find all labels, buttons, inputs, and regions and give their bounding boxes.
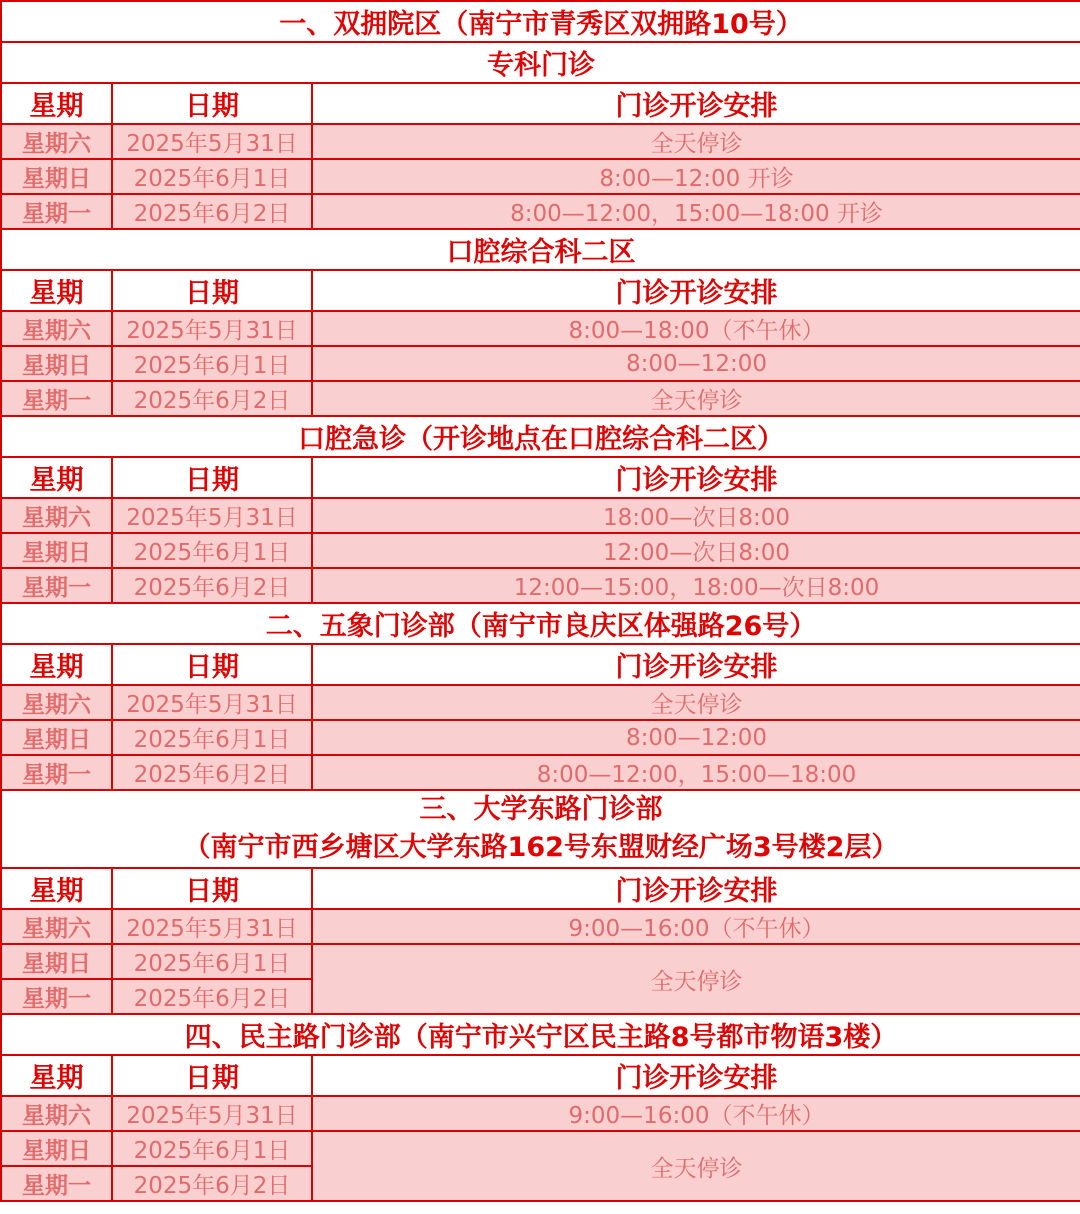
weekday-header: 星期 <box>1 644 112 685</box>
section-title: 四、民主路门诊部（南宁市兴宁区民主路8号都市物语3楼） <box>1 1014 1080 1055</box>
table-row <box>1 1131 1080 1166</box>
weekday-cell: 星期日 <box>1 944 112 979</box>
schedule-cell: 全天停诊 <box>312 685 1080 720</box>
section-title-row <box>1 1 1080 42</box>
weekday-cell: 星期六 <box>1 685 112 720</box>
subsection-title: 口腔急诊（开诊地点在口腔综合科二区） <box>1 416 1080 457</box>
arrangement-header: 门诊开诊安排 <box>312 83 1080 124</box>
schedule-cell: 8:00—18:00（不午休） <box>312 311 1080 346</box>
schedule-cell-merged: 全天停诊 <box>312 1131 1080 1201</box>
table-row <box>1 533 1080 568</box>
arrangement-header: 门诊开诊安排 <box>312 1055 1080 1096</box>
table-row <box>1 124 1080 159</box>
table-header-row <box>1 457 1080 498</box>
table-row <box>1 381 1080 416</box>
section-title-row <box>1 603 1080 644</box>
date-cell: 2025年6月1日 <box>112 1131 312 1166</box>
section-title-row <box>1 790 1080 868</box>
date-header: 日期 <box>112 1055 312 1096</box>
date-cell: 2025年6月1日 <box>112 944 312 979</box>
date-cell: 2025年6月2日 <box>112 568 312 603</box>
table-header-row <box>1 83 1080 124</box>
weekday-cell: 星期一 <box>1 568 112 603</box>
date-cell: 2025年6月2日 <box>112 979 312 1014</box>
date-cell: 2025年5月31日 <box>112 498 312 533</box>
weekday-cell: 星期一 <box>1 1166 112 1201</box>
table-header-row <box>1 868 1080 909</box>
section-title: 二、五象门诊部（南宁市良庆区体强路26号） <box>1 603 1080 644</box>
schedule-cell: 9:00—16:00（不午休） <box>312 1096 1080 1131</box>
date-cell: 2025年5月31日 <box>112 124 312 159</box>
table-header-row <box>1 270 1080 311</box>
schedule-cell: 12:00—15:00，18:00—次日8:00 <box>312 568 1080 603</box>
weekday-cell: 星期日 <box>1 533 112 568</box>
table-row <box>1 159 1080 194</box>
date-cell: 2025年6月2日 <box>112 194 312 229</box>
table-row <box>1 755 1080 790</box>
date-cell: 2025年5月31日 <box>112 1096 312 1131</box>
subsection-title-row <box>1 416 1080 457</box>
date-header: 日期 <box>112 270 312 311</box>
arrangement-header: 门诊开诊安排 <box>312 270 1080 311</box>
date-cell: 2025年6月1日 <box>112 346 312 381</box>
table-row <box>1 311 1080 346</box>
weekday-cell: 星期日 <box>1 720 112 755</box>
table-row <box>1 194 1080 229</box>
schedule-cell: 8:00—12:00，15:00—18:00 <box>312 755 1080 790</box>
weekday-header: 星期 <box>1 1055 112 1096</box>
date-cell: 2025年6月2日 <box>112 1166 312 1201</box>
date-header: 日期 <box>112 83 312 124</box>
schedule-cell: 全天停诊 <box>312 124 1080 159</box>
weekday-cell: 星期日 <box>1 159 112 194</box>
weekday-header: 星期 <box>1 83 112 124</box>
schedule-cell: 全天停诊 <box>312 381 1080 416</box>
table-row <box>1 346 1080 381</box>
arrangement-header: 门诊开诊安排 <box>312 457 1080 498</box>
arrangement-header: 门诊开诊安排 <box>312 644 1080 685</box>
schedule-cell: 18:00—次日8:00 <box>312 498 1080 533</box>
weekday-cell: 星期一 <box>1 381 112 416</box>
weekday-header: 星期 <box>1 868 112 909</box>
table-row <box>1 944 1080 979</box>
date-cell: 2025年6月2日 <box>112 381 312 416</box>
date-cell: 2025年5月31日 <box>112 909 312 944</box>
date-cell: 2025年6月1日 <box>112 720 312 755</box>
date-cell: 2025年5月31日 <box>112 685 312 720</box>
date-cell: 2025年5月31日 <box>112 311 312 346</box>
weekday-cell: 星期六 <box>1 498 112 533</box>
section-title-row <box>1 1014 1080 1055</box>
subsection-title: 口腔综合科二区 <box>1 229 1080 270</box>
table-header-row <box>1 644 1080 685</box>
section-title-name: 三、大学东路门诊部 <box>419 794 663 825</box>
subsection-title-row <box>1 42 1080 83</box>
table-row <box>1 1096 1080 1131</box>
schedule-cell: 8:00—12:00 <box>312 720 1080 755</box>
weekday-cell: 星期六 <box>1 1096 112 1131</box>
weekday-cell: 星期日 <box>1 1131 112 1166</box>
schedule-cell: 8:00—12:00 开诊 <box>312 159 1080 194</box>
weekday-header: 星期 <box>1 270 112 311</box>
weekday-cell: 星期六 <box>1 311 112 346</box>
table-header-row <box>1 1055 1080 1096</box>
table-row <box>1 909 1080 944</box>
date-header: 日期 <box>112 644 312 685</box>
weekday-cell: 星期一 <box>1 979 112 1014</box>
weekday-cell: 星期一 <box>1 755 112 790</box>
date-header: 日期 <box>112 457 312 498</box>
date-cell: 2025年6月1日 <box>112 533 312 568</box>
weekday-cell: 星期日 <box>1 346 112 381</box>
schedule-cell: 12:00—次日8:00 <box>312 533 1080 568</box>
subsection-title-row <box>1 229 1080 270</box>
schedule-cell: 8:00—12:00，15:00—18:00 开诊 <box>312 194 1080 229</box>
weekday-cell: 星期六 <box>1 124 112 159</box>
date-header: 日期 <box>112 868 312 909</box>
date-cell: 2025年6月2日 <box>112 755 312 790</box>
arrangement-header: 门诊开诊安排 <box>312 868 1080 909</box>
weekday-cell: 星期六 <box>1 909 112 944</box>
section-title: 一、双拥院区（南宁市青秀区双拥路10号） <box>1 1 1080 42</box>
schedule-cell: 8:00—12:00 <box>312 346 1080 381</box>
table-row <box>1 720 1080 755</box>
section-title-address: （南宁市西乡塘区大学东路162号东盟财经广场3号楼2层） <box>183 832 899 863</box>
table-row <box>1 498 1080 533</box>
section-title <box>1 790 1080 868</box>
table-row <box>1 685 1080 720</box>
schedule-cell-merged: 全天停诊 <box>312 944 1080 1014</box>
date-cell: 2025年6月1日 <box>112 159 312 194</box>
schedule-cell: 9:00—16:00（不午休） <box>312 909 1080 944</box>
subsection-title: 专科门诊 <box>1 42 1080 83</box>
weekday-header: 星期 <box>1 457 112 498</box>
table-row <box>1 568 1080 603</box>
weekday-cell: 星期一 <box>1 194 112 229</box>
